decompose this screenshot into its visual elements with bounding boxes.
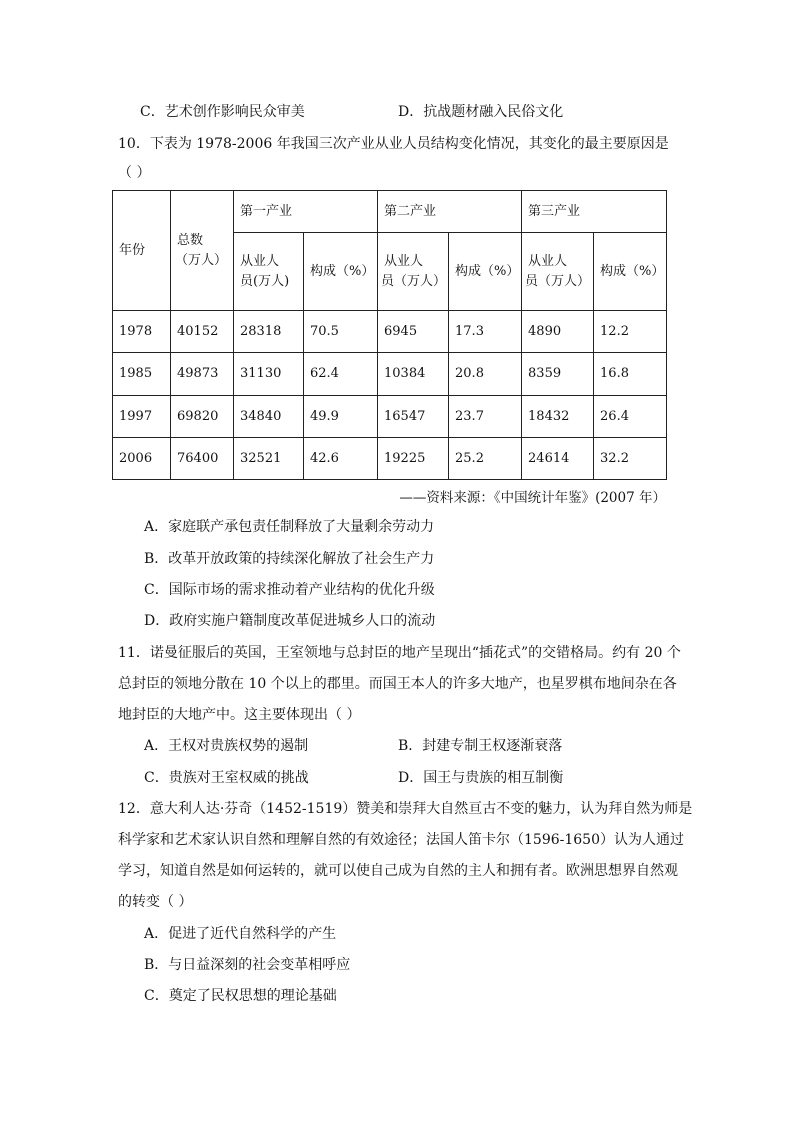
cell-secondary-share: 20.8: [449, 353, 522, 396]
q11-option-a: A．王权对贵族权势的遏制: [144, 738, 309, 754]
header-primary-workers: [234, 233, 304, 311]
q12-stem-line-4: 的转变（ ）: [118, 894, 193, 910]
header-workers-line-2: 员（万人）: [381, 273, 447, 289]
cell-year: 1978: [113, 311, 171, 353]
cell-total: 76400: [171, 438, 234, 480]
table-header-row-1: [113, 191, 667, 233]
cell-tertiary-share: 32.2: [594, 438, 667, 480]
q11-option-b: B．封建专制王权逐渐衰落: [398, 738, 563, 754]
q12-option-b: B．与日益深刻的社会变革相呼应: [144, 957, 351, 973]
table-row: [113, 353, 667, 396]
q12-option-a: A．促进了近代自然科学的产生: [144, 926, 337, 942]
header-secondary-workers: [378, 233, 449, 311]
header-primary-industry: 第一产业: [234, 191, 378, 233]
cell-primary-workers: 31130: [234, 353, 304, 396]
header-secondary-share: 构成（%）: [449, 233, 522, 311]
cell-tertiary-share: 16.8: [594, 353, 667, 396]
cell-year: 2006: [113, 438, 171, 480]
cell-tertiary-workers: 4890: [522, 311, 594, 353]
header-workers-line-1: 从业人: [240, 253, 280, 269]
q10-option-a: A．家庭联产承包责任制释放了大量剩余劳动力: [144, 519, 435, 535]
header-workers-line-2: 员（万人）: [525, 273, 591, 289]
cell-primary-share: 62.4: [304, 353, 378, 396]
q11-option-c: C．贵族对王室权威的挑战: [144, 770, 309, 786]
cell-secondary-workers: 6945: [378, 311, 449, 353]
q11-stem-line-1: 11．诺曼征服后的英国，王室领地与总封臣的地产呈现出“插花式”的交错格局。约有 20 个: [118, 645, 681, 661]
q10-option-d: D．政府实施户籍制度改革促进城乡人口的流动: [144, 613, 436, 629]
header-workers-line-2: 员(万人): [240, 273, 290, 289]
cell-secondary-share: 17.3: [449, 311, 522, 353]
header-tertiary-industry: 第三产业: [522, 191, 667, 233]
q12-stem-line-3: 学习，知道自然是如何运转的，就可以使自己成为自然的主人和拥有者。欧洲思想界自然观: [118, 863, 678, 879]
header-primary-share: 构成（%）: [304, 233, 378, 311]
cell-secondary-workers: 10384: [378, 353, 449, 396]
q11-stem-line-2: 总封臣的领地分散在 10 个以上的郡里。而国王本人的许多大地产，也星罗棋布地间杂在各: [118, 676, 677, 692]
q11-option-d: D．国王与贵族的相互制衡: [398, 770, 564, 786]
q10-stem-line-1: 10．下表为 1978-2006 年我国三次产业从业人员结构变化情况，其变化的最主要原因是: [118, 136, 669, 152]
cell-total: 40152: [171, 311, 234, 353]
q10-stem-line-2: （ ）: [118, 165, 151, 181]
cell-primary-workers: 34840: [234, 396, 304, 438]
cell-tertiary-share: 12.2: [594, 311, 667, 353]
header-total-line-2: （万人）: [175, 252, 228, 268]
q12-option-c: C．奠定了民权思想的理论基础: [144, 988, 337, 1004]
header-total-line-1: 总数: [177, 232, 204, 248]
cell-tertiary-workers: 24614: [522, 438, 594, 480]
header-tertiary-share: 构成（%）: [594, 233, 667, 311]
header-tertiary-workers: [522, 233, 594, 311]
q12-stem-line-2: 科学家和艺术家认识自然和理解自然的有效途径；法国人笛卡尔（1596-1650）认为人通过: [118, 832, 684, 848]
q9-option-c: C．艺术创作影响民众审美: [140, 104, 305, 120]
cell-primary-share: 49.9: [304, 396, 378, 438]
cell-primary-share: 42.6: [304, 438, 378, 480]
cell-secondary-share: 25.2: [449, 438, 522, 480]
q10-option-b: B．改革开放政策的持续深化解放了社会生产力: [144, 551, 435, 567]
cell-tertiary-workers: 18432: [522, 396, 594, 438]
cell-year: 1985: [113, 353, 171, 396]
cell-secondary-workers: 19225: [378, 438, 449, 480]
table-row: [113, 438, 667, 480]
cell-year: 1997: [113, 396, 171, 438]
header-workers-line-1: 从业人: [384, 253, 424, 269]
cell-secondary-workers: 16547: [378, 396, 449, 438]
cell-secondary-share: 23.7: [449, 396, 522, 438]
header-secondary-industry: 第二产业: [378, 191, 522, 233]
q9-option-d: D．抗战题材融入民俗文化: [398, 104, 564, 120]
q10-option-c: C．国际市场的需求推动着产业结构的优化升级: [144, 582, 435, 598]
header-workers-line-1: 从业人: [528, 253, 568, 269]
employment-structure-table: [112, 190, 667, 480]
cell-primary-workers: 28318: [234, 311, 304, 353]
table-row: [113, 396, 667, 438]
header-year: 年份: [113, 191, 171, 311]
table-source-note: ——资料来源：《中国统计年鉴》(2007 年）: [399, 490, 666, 506]
cell-total: 69820: [171, 396, 234, 438]
cell-tertiary-workers: 8359: [522, 353, 594, 396]
q12-stem-line-1: 12．意大利人达·芬奇（1452-1519）赞美和崇拜大自然亘古不变的魅力，认为拜自然为师是: [118, 801, 693, 817]
cell-primary-share: 70.5: [304, 311, 378, 353]
q11-stem-line-3: 地封臣的大地产中。这主要体现出（ ）: [118, 707, 361, 723]
cell-total: 49873: [171, 353, 234, 396]
cell-tertiary-share: 26.4: [594, 396, 667, 438]
table-row: [113, 311, 667, 353]
cell-primary-workers: 32521: [234, 438, 304, 480]
header-total: [171, 191, 234, 311]
